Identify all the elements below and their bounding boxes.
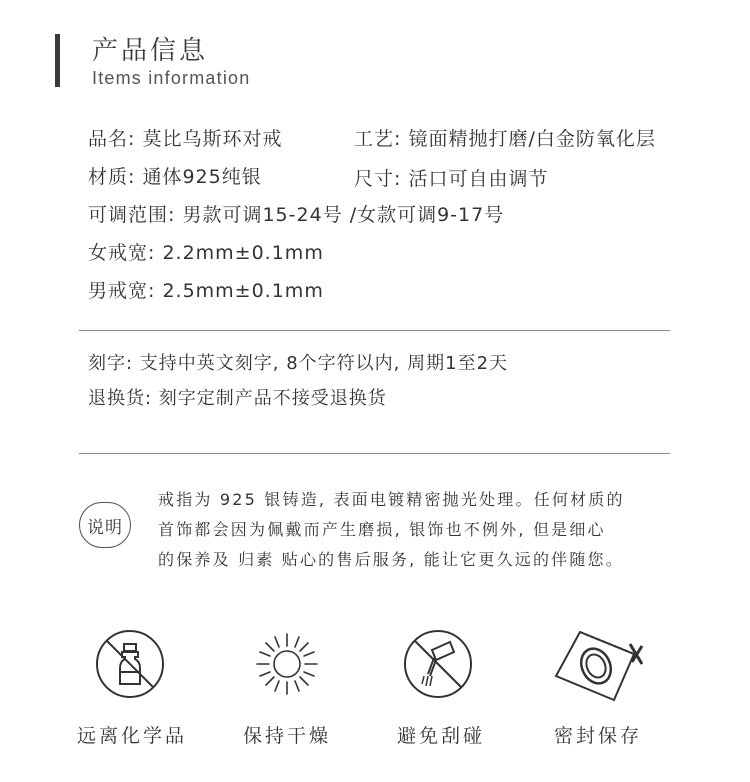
spec-craft: 工艺: 镜面精抛打磨/白金防氧化层 bbox=[354, 128, 656, 150]
care-label-sealed: 密封保存 bbox=[553, 725, 642, 747]
divider-bottom bbox=[79, 453, 670, 454]
spec-female-width: 女戒宽: 2.2mm±0.1mm bbox=[88, 242, 324, 264]
engraving-info: 刻字: 支持中英文刻字, 8个字符以内, 周期1至2天 bbox=[88, 353, 509, 374]
sun-icon bbox=[254, 631, 320, 697]
spec-size: 尺寸: 活口可自由调节 bbox=[354, 168, 549, 190]
note-line-1: 戒指为 925 银铸造, 表面电镀精密抛光处理。任何材质的 bbox=[158, 490, 625, 509]
header-accent-bar bbox=[55, 34, 60, 87]
spec-name: 品名: 莫比乌斯环对戒 bbox=[88, 128, 283, 150]
page-subtitle: Items information bbox=[92, 68, 251, 88]
no-chemicals-icon bbox=[94, 628, 166, 700]
note-badge: 说明 bbox=[79, 502, 131, 548]
page-title: 产品信息 bbox=[92, 36, 209, 66]
care-label-scratch: 避免刮碰 bbox=[396, 725, 485, 747]
care-label-chemicals: 远离化学品 bbox=[76, 725, 187, 747]
spec-material: 材质: 通体925纯银 bbox=[88, 166, 262, 188]
return-policy: 退换货: 刻字定制产品不接受退换货 bbox=[88, 388, 387, 409]
care-label-dry: 保持干燥 bbox=[242, 725, 331, 747]
note-line-3: 的保养及 归素 贴心的售后服务, 能让它更久远的伴随您。 bbox=[158, 550, 624, 569]
note-line-2: 首饰都会因为佩戴而产生磨损, 银饰也不例外, 但是细心 bbox=[158, 520, 606, 539]
spec-male-width: 男戒宽: 2.5mm±0.1mm bbox=[88, 280, 324, 302]
spec-range: 可调范围: 男款可调15-24号 /女款可调9-17号 bbox=[88, 204, 505, 226]
sealed-bag-icon bbox=[552, 626, 648, 702]
no-scratch-icon bbox=[402, 628, 474, 700]
divider-top bbox=[79, 330, 670, 331]
